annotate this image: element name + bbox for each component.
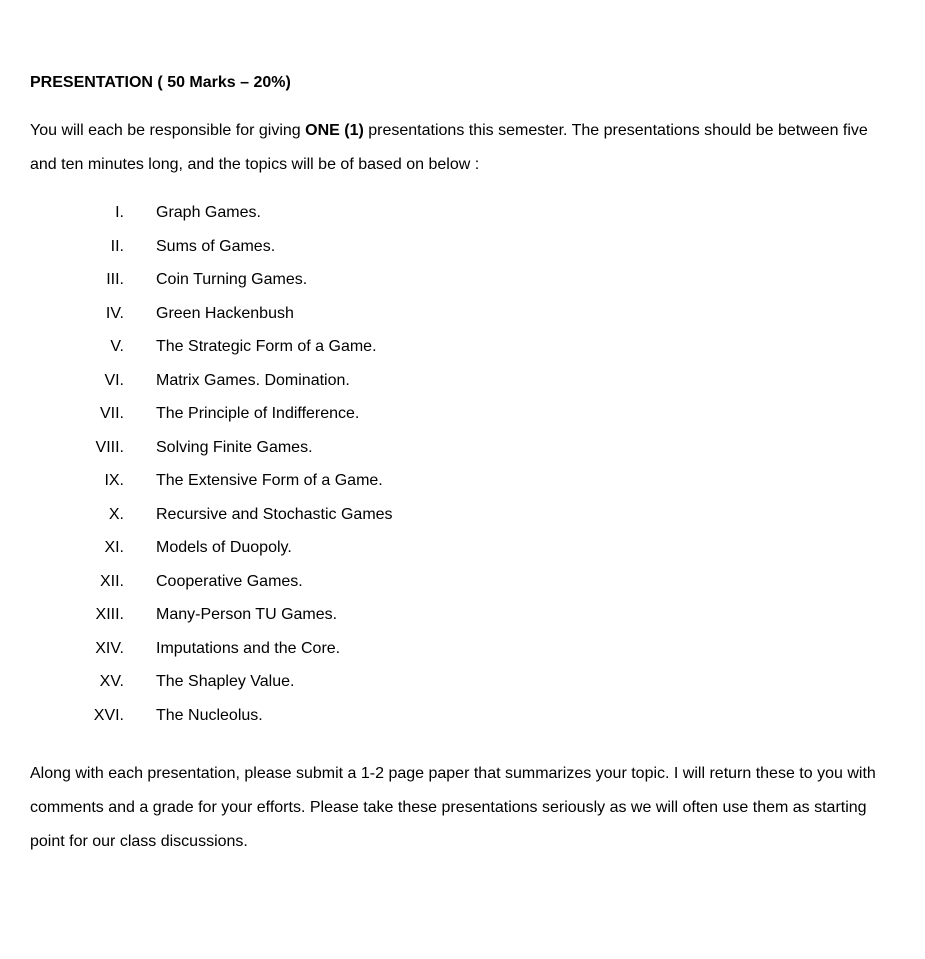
- list-label: Many-Person TU Games.: [156, 606, 338, 623]
- list-label: Matrix Games. Domination.: [156, 371, 350, 389]
- closing-paragraph: Along with each presentation, please submit a 1-2 page paper that summarizes your topic. I will return these to you with comments and a grade for your efforts. Please take these presentations seriously as we will often use them as starting point for our class discussions.: [30, 765, 876, 850]
- list-label: Models of Duopoly.: [156, 539, 292, 556]
- intro-emphasis: ONE (1): [305, 122, 364, 139]
- list-numeral: II.: [110, 237, 124, 255]
- list-numeral: XIII.: [95, 606, 124, 623]
- list-label: Cooperative Games.: [156, 572, 303, 590]
- intro-text-start: You will each be responsible for giving: [30, 122, 306, 139]
- list-label: The Shapley Value.: [156, 673, 295, 690]
- list-numeral: XV.: [99, 673, 124, 690]
- list-label: Graph Games.: [156, 204, 261, 221]
- list-label: Green Hackenbush: [156, 304, 294, 322]
- list-numeral: XI.: [104, 539, 124, 556]
- list-label: The Extensive Form of a Game.: [156, 472, 383, 489]
- list-numeral: XIV.: [95, 639, 124, 657]
- list-label: Sums of Games.: [156, 237, 276, 255]
- list-numeral: I.: [115, 204, 124, 221]
- list-numeral: XII.: [99, 572, 124, 590]
- list-label: The Principle of Indifference.: [156, 405, 360, 422]
- list-numeral: III.: [106, 271, 124, 288]
- list-label: Recursive and Stochastic Games: [156, 505, 393, 523]
- intro-paragraph: [30, 114, 890, 182]
- list-numeral: XVI.: [93, 706, 124, 724]
- list-numeral: VIII.: [95, 438, 124, 456]
- list-label: The Strategic Form of a Game.: [156, 338, 377, 355]
- list-label: The Nucleolus.: [156, 706, 263, 724]
- list-numeral: IV.: [105, 304, 124, 322]
- list-label: Coin Turning Games.: [156, 271, 308, 288]
- list-numeral: IX.: [104, 472, 124, 489]
- list-numeral: VI.: [104, 371, 124, 389]
- list-label: Imputations and the Core.: [156, 639, 341, 657]
- list-numeral: VII.: [99, 405, 124, 422]
- list-numeral: X.: [108, 505, 124, 523]
- list-label: Solving Finite Games.: [156, 438, 313, 456]
- list-numeral: V.: [110, 338, 124, 355]
- intro-text-end: presentations this semester. The presentations should be between five and ten minutes long, and the topics will be of based on below :: [30, 122, 868, 173]
- section-heading: PRESENTATION ( 50 Marks – 20%): [30, 74, 291, 91]
